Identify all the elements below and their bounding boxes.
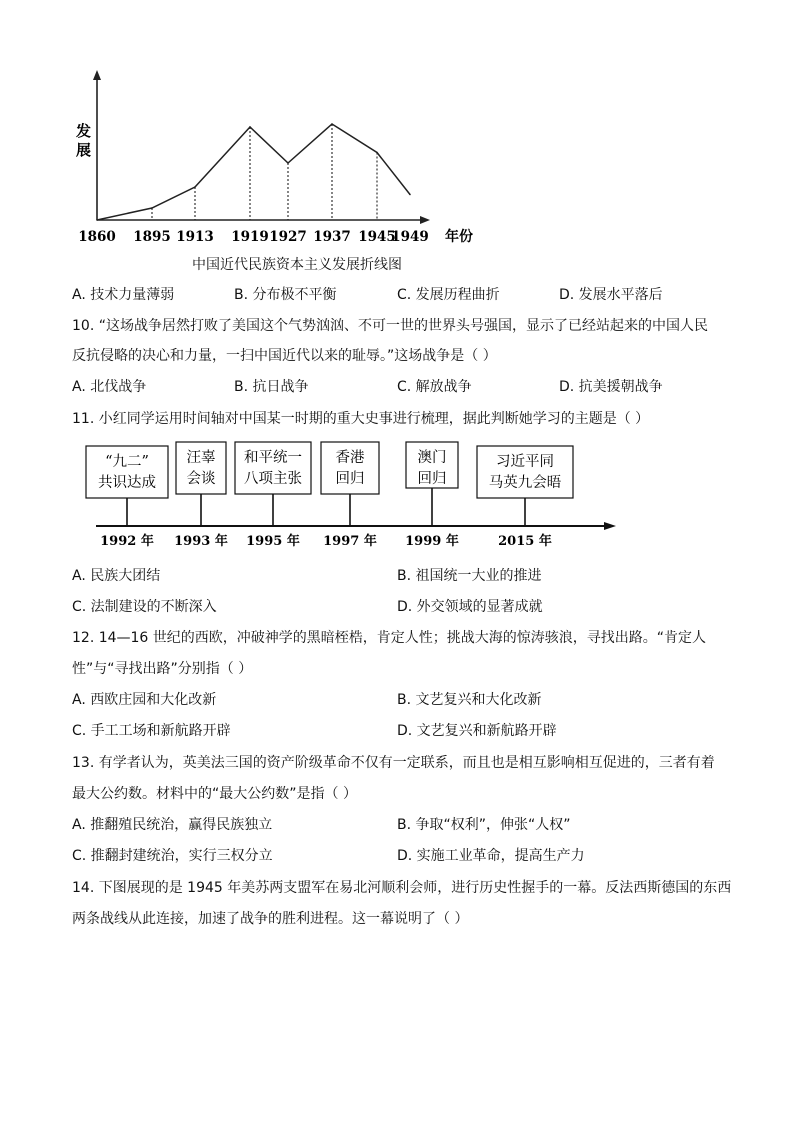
- x-tick-label: 1949: [391, 229, 429, 245]
- timeline-event-line2: 回归: [417, 471, 447, 487]
- timeline-event-line1: 汪辜: [186, 450, 216, 466]
- q10-option-c[interactable]: C. 解放战争: [397, 379, 472, 395]
- q10-option-b[interactable]: B. 抗日战争: [234, 379, 309, 395]
- x-axis-label: 年份: [445, 229, 473, 245]
- timeline-year-label: 1995 年: [246, 534, 300, 549]
- q13-option-d[interactable]: D. 实施工业革命，提高生产力: [397, 848, 585, 864]
- timeline-event-line2: 会谈: [186, 471, 216, 487]
- x-tick-label: 1937: [313, 229, 351, 245]
- x-tick-label: 1927: [269, 229, 307, 245]
- q11-option-a[interactable]: A. 民族大团结: [72, 568, 161, 584]
- timeline-event-line1: 和平统一: [244, 450, 302, 466]
- q11-stem: 11. 小红同学运用时间轴对中国某一时期的重大史事进行梳理，据此判断她学习的主题是（ ）: [72, 411, 650, 427]
- q14-stem-line1: 14. 下图展现的是 1945 年美苏两支盟军在易北河顺利会师，进行历史性握手的一幕。反法西斯德国的东西: [72, 880, 732, 896]
- x-axis-arrow: [420, 216, 430, 224]
- y-axis-label-char: 展: [76, 141, 92, 159]
- data-point: [409, 194, 411, 196]
- data-point: [151, 207, 153, 209]
- timeline-year-label: 2015 年: [498, 534, 552, 549]
- q9-option-d[interactable]: D. 发展水平落后: [559, 287, 663, 303]
- timeline-year-label: 1997 年: [323, 534, 377, 549]
- q11-option-d[interactable]: D. 外交领域的显著成就: [397, 599, 543, 615]
- q10-stem-line2: 反抗侵略的决心和力量，一扫中国近代以来的耻辱。”这场战争是（ ）: [72, 348, 497, 364]
- y-axis-label-char: 发: [76, 122, 92, 140]
- development-line-chart: [60, 60, 480, 250]
- q12-stem-line1: 12. 14—16 世纪的西欧，冲破神学的黑暗桎梏，肯定人性；挑战大海的惊涛骇浪，寻找出路。“肯定人: [72, 630, 707, 646]
- data-point: [287, 162, 289, 164]
- reunification-timeline: [80, 438, 620, 553]
- q13-option-c[interactable]: C. 推翻封建统治，实行三权分立: [72, 848, 273, 864]
- data-point: [194, 186, 196, 188]
- timeline-arrow: [604, 522, 616, 530]
- q13-stem-line2: 最大公约数。材料中的“最大公约数”是指（ ）: [72, 786, 357, 802]
- q12-option-c[interactable]: C. 手工工场和新航路开辟: [72, 723, 231, 739]
- q11-option-b[interactable]: B. 祖国统一大业的推进: [397, 568, 542, 584]
- q12-option-b[interactable]: B. 文艺复兴和大化改新: [397, 692, 542, 708]
- series-line: [97, 124, 410, 220]
- q10-option-d[interactable]: D. 抗美援朝战争: [559, 379, 663, 395]
- q14-stem-line2: 两条战线从此连接，加速了战争的胜利进程。这一幕说明了（ ）: [72, 911, 469, 927]
- x-tick-label: 1860: [78, 229, 116, 245]
- q10-stem-line1: 10. “这场战争居然打败了美国这个气势汹汹、不可一世的世界头号强国，显示了已经站起来的中国人民: [72, 318, 708, 334]
- timeline-event-line1: 澳门: [417, 450, 447, 466]
- y-axis-arrow: [93, 70, 101, 80]
- q12-option-d[interactable]: D. 文艺复兴和新航路开辟: [397, 723, 557, 739]
- q9-option-a[interactable]: A. 技术力量薄弱: [72, 287, 175, 303]
- timeline-year-label: 1993 年: [174, 534, 228, 549]
- q13-option-b[interactable]: B. 争取“权利”，伸张“人权”: [397, 817, 571, 833]
- q12-stem-line2: 性”与“寻找出路”分别指（ ）: [72, 661, 253, 677]
- data-point: [376, 152, 378, 154]
- chart-title: 中国近代民族资本主义发展折线图: [192, 257, 402, 273]
- timeline-year-label: 1992 年: [100, 534, 154, 549]
- q9-option-b[interactable]: B. 分布极不平衡: [234, 287, 337, 303]
- q12-option-a[interactable]: A. 西欧庄园和大化改新: [72, 692, 217, 708]
- x-tick-label: 1945: [358, 229, 396, 245]
- q11-option-c[interactable]: C. 法制建设的不断深入: [72, 599, 217, 615]
- data-point: [96, 219, 98, 221]
- x-tick-label: 1919: [231, 229, 269, 245]
- timeline-event-line2: 回归: [335, 471, 365, 487]
- timeline-event-line2: 马英九会晤: [488, 475, 562, 491]
- data-point: [249, 126, 251, 128]
- data-point: [331, 123, 333, 125]
- timeline-event-line1: 香港: [335, 450, 365, 466]
- timeline-year-label: 1999 年: [405, 534, 459, 549]
- q13-stem-line1: 13. 有学者认为，英美法三国的资产阶级革命不仅有一定联系，而且也是相互影响相互促进的，三者有着: [72, 755, 715, 771]
- timeline-event-line1: 习近平同: [496, 454, 554, 470]
- timeline-event-line2: 共识达成: [98, 475, 156, 491]
- q9-option-c[interactable]: C. 发展历程曲折: [397, 287, 500, 303]
- x-tick-label: 1913: [176, 229, 214, 245]
- x-tick-label: 1895: [133, 229, 171, 245]
- q10-option-a[interactable]: A. 北伐战争: [72, 379, 147, 395]
- timeline-event-line1: “九二”: [105, 454, 149, 470]
- timeline-event-line2: 八项主张: [244, 471, 302, 487]
- q13-option-a[interactable]: A. 推翻殖民统治，赢得民族独立: [72, 817, 273, 833]
